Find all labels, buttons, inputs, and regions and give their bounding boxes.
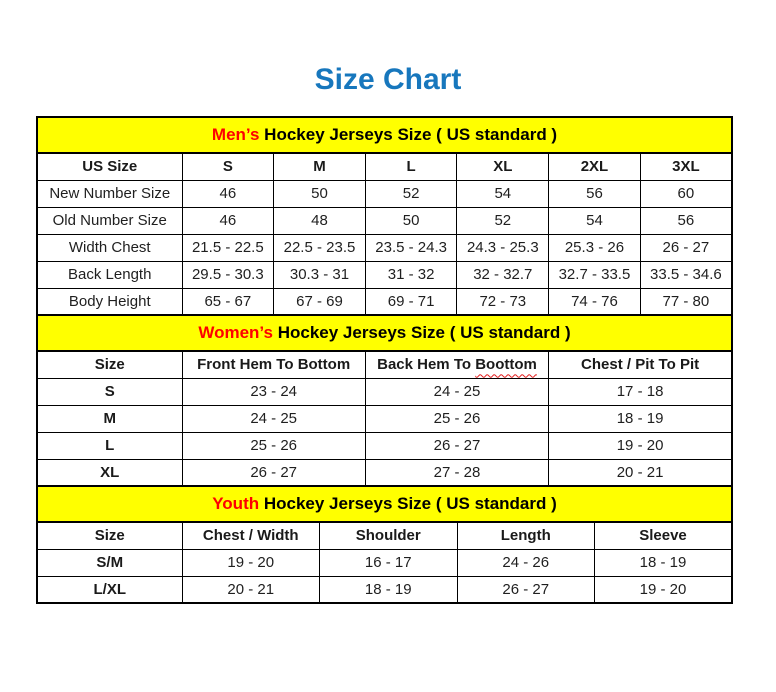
mens-size-value: 46 [182,207,274,234]
womens-table-row [37,378,732,405]
mens-size-value: 56 [640,207,732,234]
youth-banner-highlight: Youth [212,494,260,513]
mens-size-value: 52 [457,207,549,234]
youth-section-banner: Youth Hockey Jerseys Size ( US standard ) [37,486,732,522]
womens-size-value: 26 - 27 [182,459,365,486]
mens-table-row [37,288,732,315]
womens-size-value: 20 - 21 [549,459,732,486]
mens-size-value: 54 [549,207,641,234]
youth-size-value: 24 - 26 [457,549,595,576]
mens-row-label: Body Height [37,288,182,315]
mens-banner-highlight: Men’s [211,125,260,144]
womens-column-header: Size [37,351,182,378]
youth-size-value: 18 - 19 [320,576,458,603]
mens-size-value: 77 - 80 [640,288,732,315]
mens-row-label: Back Length [37,261,182,288]
mens-size-value: 54 [457,180,549,207]
mens-size-table [36,116,733,316]
mens-column-header: XL [457,153,549,180]
youth-row-label: L/XL [37,576,182,603]
mens-size-value: 74 - 76 [549,288,641,315]
mens-column-header: US Size [37,153,182,180]
youth-row-label: S/M [37,549,182,576]
mens-header-row [37,153,732,180]
youth-column-header: Length [457,522,595,549]
mens-row-label: Old Number Size [37,207,182,234]
mens-table-row [37,207,732,234]
womens-table-row [37,432,732,459]
womens-header-row [37,351,732,378]
womens-row-label: M [37,405,182,432]
mens-size-value: 32 - 32.7 [457,261,549,288]
mens-size-value: 50 [365,207,457,234]
mens-size-value: 25.3 - 26 [549,234,641,261]
womens-section-banner: Women’s Hockey Jerseys Size ( US standard ) [37,315,732,351]
youth-size-value: 18 - 19 [595,549,733,576]
mens-size-value: 46 [182,180,274,207]
mens-column-header: S [182,153,274,180]
womens-banner-row [37,315,732,351]
womens-column-header: Chest / Pit To Pit [549,351,732,378]
youth-column-header: Shoulder [320,522,458,549]
youth-column-header: Sleeve [595,522,733,549]
mens-size-value: 52 [365,180,457,207]
mens-table-row [37,180,732,207]
youth-size-value: 16 - 17 [320,549,458,576]
mens-banner-row [37,117,732,153]
mens-table-row [37,261,732,288]
womens-size-table [36,314,733,487]
womens-banner-highlight: Women’s [198,323,273,342]
mens-size-value: 29.5 - 30.3 [182,261,274,288]
mens-size-value: 48 [274,207,366,234]
youth-size-value: 20 - 21 [182,576,320,603]
womens-column-header: Front Hem To Bottom [182,351,365,378]
womens-row-label: XL [37,459,182,486]
womens-size-value: 23 - 24 [182,378,365,405]
mens-size-value: 21.5 - 22.5 [182,234,274,261]
womens-size-value: 25 - 26 [365,405,548,432]
mens-row-label: Width Chest [37,234,182,261]
mens-section-banner: Men’s Hockey Jerseys Size ( US standard ) [37,117,732,153]
womens-size-value: 17 - 18 [549,378,732,405]
youth-size-value: 19 - 20 [182,549,320,576]
womens-row-label: L [37,432,182,459]
womens-column-header: Back Hem To Boottom [365,351,548,378]
mens-size-value: 60 [640,180,732,207]
youth-header-row [37,522,732,549]
mens-size-value: 31 - 32 [365,261,457,288]
womens-size-value: 26 - 27 [365,432,548,459]
mens-row-label: New Number Size [37,180,182,207]
womens-size-value: 18 - 19 [549,405,732,432]
misspelled-word: Boottom [475,356,537,374]
womens-table-row [37,459,732,486]
mens-size-value: 33.5 - 34.6 [640,261,732,288]
youth-column-header: Size [37,522,182,549]
mens-size-value: 23.5 - 24.3 [365,234,457,261]
youth-size-table [36,485,733,604]
mens-column-header: 3XL [640,153,732,180]
youth-table-row [37,549,732,576]
womens-table-row [37,405,732,432]
mens-size-value: 22.5 - 23.5 [274,234,366,261]
womens-size-value: 19 - 20 [549,432,732,459]
page-title: Size Chart [314,63,462,96]
mens-size-value: 50 [274,180,366,207]
mens-column-header: 2XL [549,153,641,180]
size-tables-container [36,116,733,604]
womens-size-value: 25 - 26 [182,432,365,459]
youth-size-value: 26 - 27 [457,576,595,603]
mens-size-value: 67 - 69 [274,288,366,315]
mens-size-value: 69 - 71 [365,288,457,315]
mens-size-value: 32.7 - 33.5 [549,261,641,288]
womens-size-value: 24 - 25 [182,405,365,432]
youth-size-value: 19 - 20 [595,576,733,603]
womens-size-value: 27 - 28 [365,459,548,486]
mens-size-value: 24.3 - 25.3 [457,234,549,261]
youth-column-header: Chest / Width [182,522,320,549]
mens-table-row [37,234,732,261]
womens-size-value: 24 - 25 [365,378,548,405]
mens-column-header: M [274,153,366,180]
mens-size-value: 72 - 73 [457,288,549,315]
youth-banner-row [37,486,732,522]
mens-size-value: 65 - 67 [182,288,274,315]
youth-table-row [37,576,732,603]
womens-row-label: S [37,378,182,405]
mens-size-value: 26 - 27 [640,234,732,261]
mens-column-header: L [365,153,457,180]
mens-size-value: 56 [549,180,641,207]
mens-size-value: 30.3 - 31 [274,261,366,288]
